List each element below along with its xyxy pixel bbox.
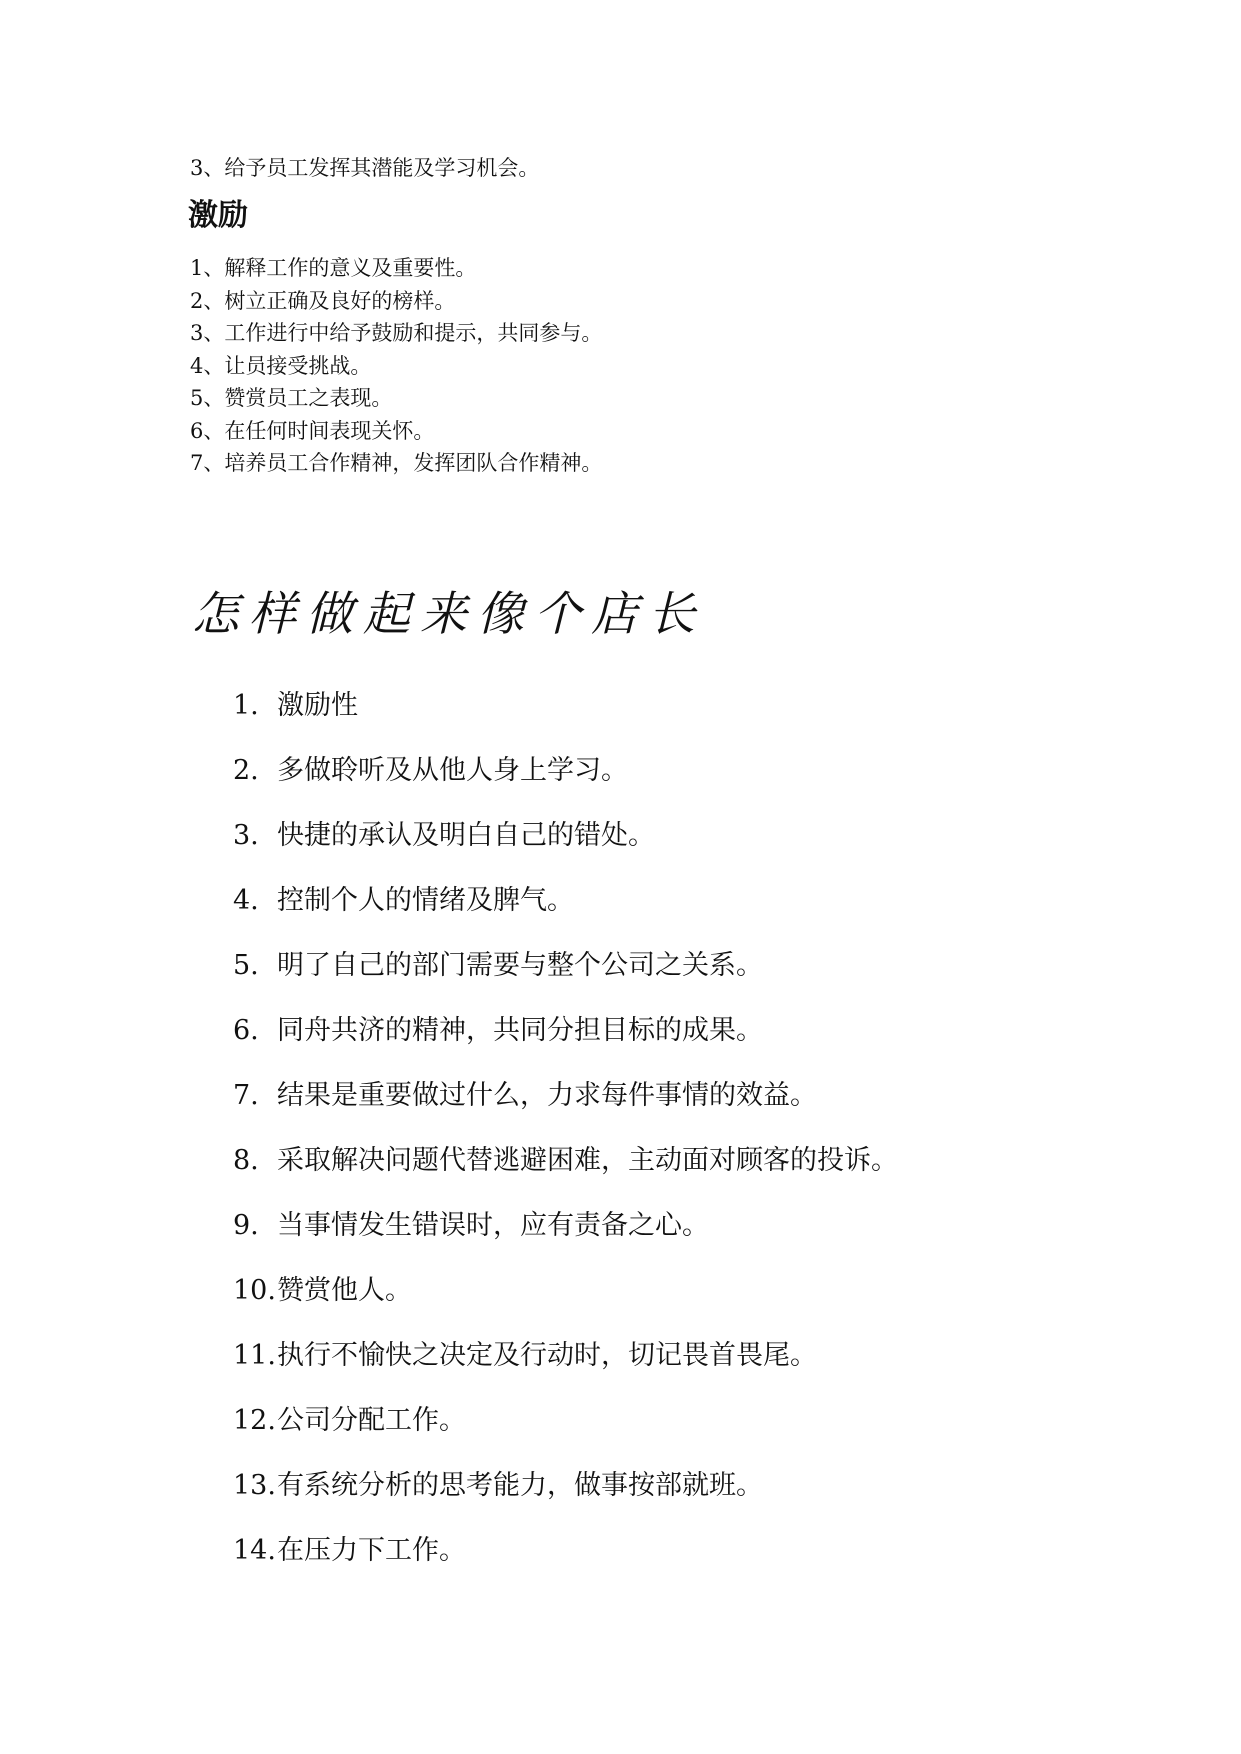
item-text: 多做聆听及从他人身上学习。 bbox=[277, 755, 628, 786]
item-number: 11. bbox=[233, 1340, 276, 1371]
item-number: 13. bbox=[233, 1470, 276, 1501]
item-number: 2. bbox=[233, 755, 259, 786]
list-item: 5、赞赏员工之表现。 bbox=[190, 386, 393, 410]
item-number: 5. bbox=[233, 950, 259, 981]
item-text: 明了自己的部门需要与整个公司之关系。 bbox=[277, 950, 763, 981]
item-text: 控制个人的情绪及脾气。 bbox=[277, 885, 574, 916]
item-number: 14. bbox=[233, 1535, 276, 1566]
list-item bbox=[233, 814, 898, 879]
list-item bbox=[233, 1269, 898, 1334]
list-item bbox=[233, 944, 898, 1009]
manager-list bbox=[233, 684, 898, 1594]
item-number: 9. bbox=[233, 1210, 259, 1241]
list-item: 1、解释工作的意义及重要性。 bbox=[190, 256, 477, 280]
list-item bbox=[233, 1139, 898, 1204]
list-item bbox=[233, 1464, 898, 1529]
item-text: 执行不愉快之决定及行动时，切记畏首畏尾。 bbox=[277, 1340, 817, 1371]
list-item bbox=[233, 1204, 898, 1269]
list-item: 7、培养员工合作精神，发挥团队合作精神。 bbox=[190, 451, 603, 475]
item-text: 公司分配工作。 bbox=[277, 1405, 466, 1436]
list-item: 2、树立正确及良好的榜样。 bbox=[190, 288, 456, 313]
intro-line: 3、给予员工发挥其潜能及学习机会。 bbox=[190, 156, 540, 180]
list-item bbox=[233, 684, 898, 749]
item-number: 3. bbox=[233, 820, 259, 851]
item-number: 6. bbox=[233, 1015, 259, 1046]
list-item bbox=[233, 879, 898, 944]
item-text: 在压力下工作。 bbox=[277, 1535, 466, 1566]
list-item bbox=[233, 1529, 898, 1594]
motivation-list bbox=[190, 252, 602, 480]
item-number: 12. bbox=[233, 1405, 276, 1436]
item-number: 10. bbox=[233, 1275, 276, 1306]
item-text: 激励性 bbox=[277, 690, 358, 721]
list-item bbox=[233, 1399, 898, 1464]
list-item: 3、工作进行中给予鼓励和提示，共同参与。 bbox=[190, 321, 603, 345]
item-number: 7. bbox=[233, 1080, 259, 1111]
list-item bbox=[233, 749, 898, 814]
item-text: 赞赏他人。 bbox=[277, 1275, 412, 1306]
item-number: 1. bbox=[233, 690, 259, 721]
list-item bbox=[233, 1074, 898, 1139]
item-text: 同舟共济的精神，共同分担目标的成果。 bbox=[277, 1015, 763, 1046]
list-item bbox=[233, 1009, 898, 1074]
item-text: 结果是重要做过什么，力求每件事情的效益。 bbox=[277, 1080, 817, 1111]
manager-title: 怎样做起来像个店长 bbox=[192, 587, 705, 642]
list-item: 6、在任何时间表现关怀。 bbox=[190, 418, 435, 443]
item-text: 采取解决问题代替逃避困难，主动面对顾客的投诉。 bbox=[277, 1145, 898, 1176]
list-item bbox=[233, 1334, 898, 1399]
motivation-heading: 激励 bbox=[188, 198, 248, 233]
item-text: 有系统分析的思考能力，做事按部就班。 bbox=[277, 1470, 763, 1501]
item-number: 4. bbox=[233, 885, 259, 916]
item-text: 当事情发生错误时，应有责备之心。 bbox=[277, 1210, 709, 1241]
list-item: 4、让员接受挑战。 bbox=[190, 353, 372, 378]
item-text: 快捷的承认及明白自己的错处。 bbox=[277, 820, 655, 851]
item-number: 8. bbox=[233, 1145, 259, 1176]
